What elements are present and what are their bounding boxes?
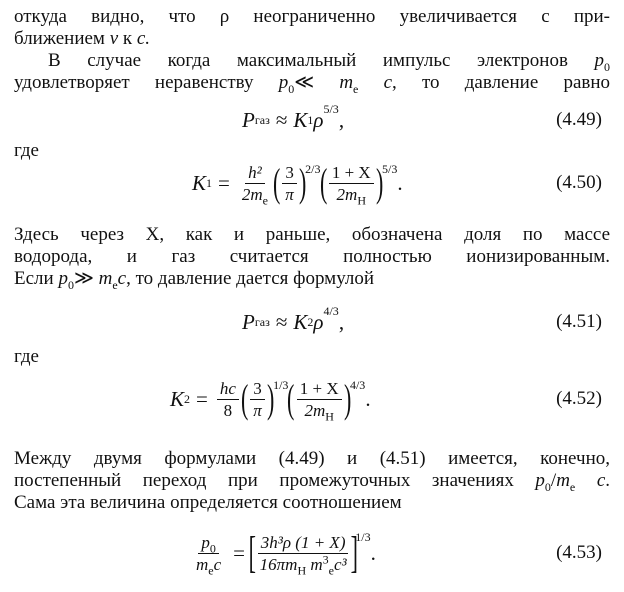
equation-number: (4.51) — [556, 311, 602, 332]
equation-4-49: P газ ≈ K 1 ρ 5/3 , (4.49) — [242, 102, 602, 132]
equation-number: (4.50) — [556, 172, 602, 193]
text-line-2: ближением v к c. — [14, 28, 151, 49]
text-line-8: Между двумя формулами (4.49) и (4.51) имеется, конечно, — [14, 448, 610, 469]
equation-4-51: P газ ≈ K 2 ρ 4/3 , (4.51) — [242, 304, 602, 334]
text-line-5: Здесь через X, как и раньше, обозначена доля по массе — [14, 224, 610, 245]
equation-4-52: K 2 = $\frac{hc}{8}$ ( $\frac{3}{\pi}$ ) 1/3 ( $\frac{1 + X}{2m_H}$ ) 4/3 . (4.52) — [170, 376, 602, 423]
text-line-6: водорода, и газ считается полностью ионизированным. — [14, 246, 610, 267]
text-where-2: где — [14, 346, 39, 367]
text-line-10: Сама эта величина определяется соотношением — [14, 492, 402, 513]
equation-number: (4.52) — [556, 388, 602, 409]
text-line-9: постепенный переход при промежуточных значениях $p_0/m_e$ c. — [14, 470, 611, 494]
equation-4-53: $\frac{p_0}{m_ec}$ = [ $\frac{\text{3h³ρ (1 + X)}}{16\pi m_H m^3_ec^3}$ ] 1/3 . (4.53) — [196, 528, 602, 577]
text-line-7: Если $p_0≫$ $m_ec$, то давление дается формулой — [14, 268, 375, 292]
text-line-1: откуда видно, что ρ неограниченно увеличивается с при- — [14, 6, 610, 27]
equation-number: (4.53) — [556, 542, 602, 563]
equation-4-50: K 1 = $\frac{\text{h²}}{2m_e}$ ( $\frac{3}{\pi}$ ) 2/3 ( $\frac{1 + X}{2m_H}$ ) 5/3 . (4.50) — [192, 160, 602, 207]
text-line-4: удовлетворяет неравенству $p_0≪$ $m_e$ c, то давление равно — [14, 72, 611, 96]
text-line-3: В случае когда максимальный импульс электронов $p_0$ — [48, 50, 610, 74]
text-where-1: где — [14, 140, 39, 161]
equation-number: (4.49) — [556, 109, 602, 130]
